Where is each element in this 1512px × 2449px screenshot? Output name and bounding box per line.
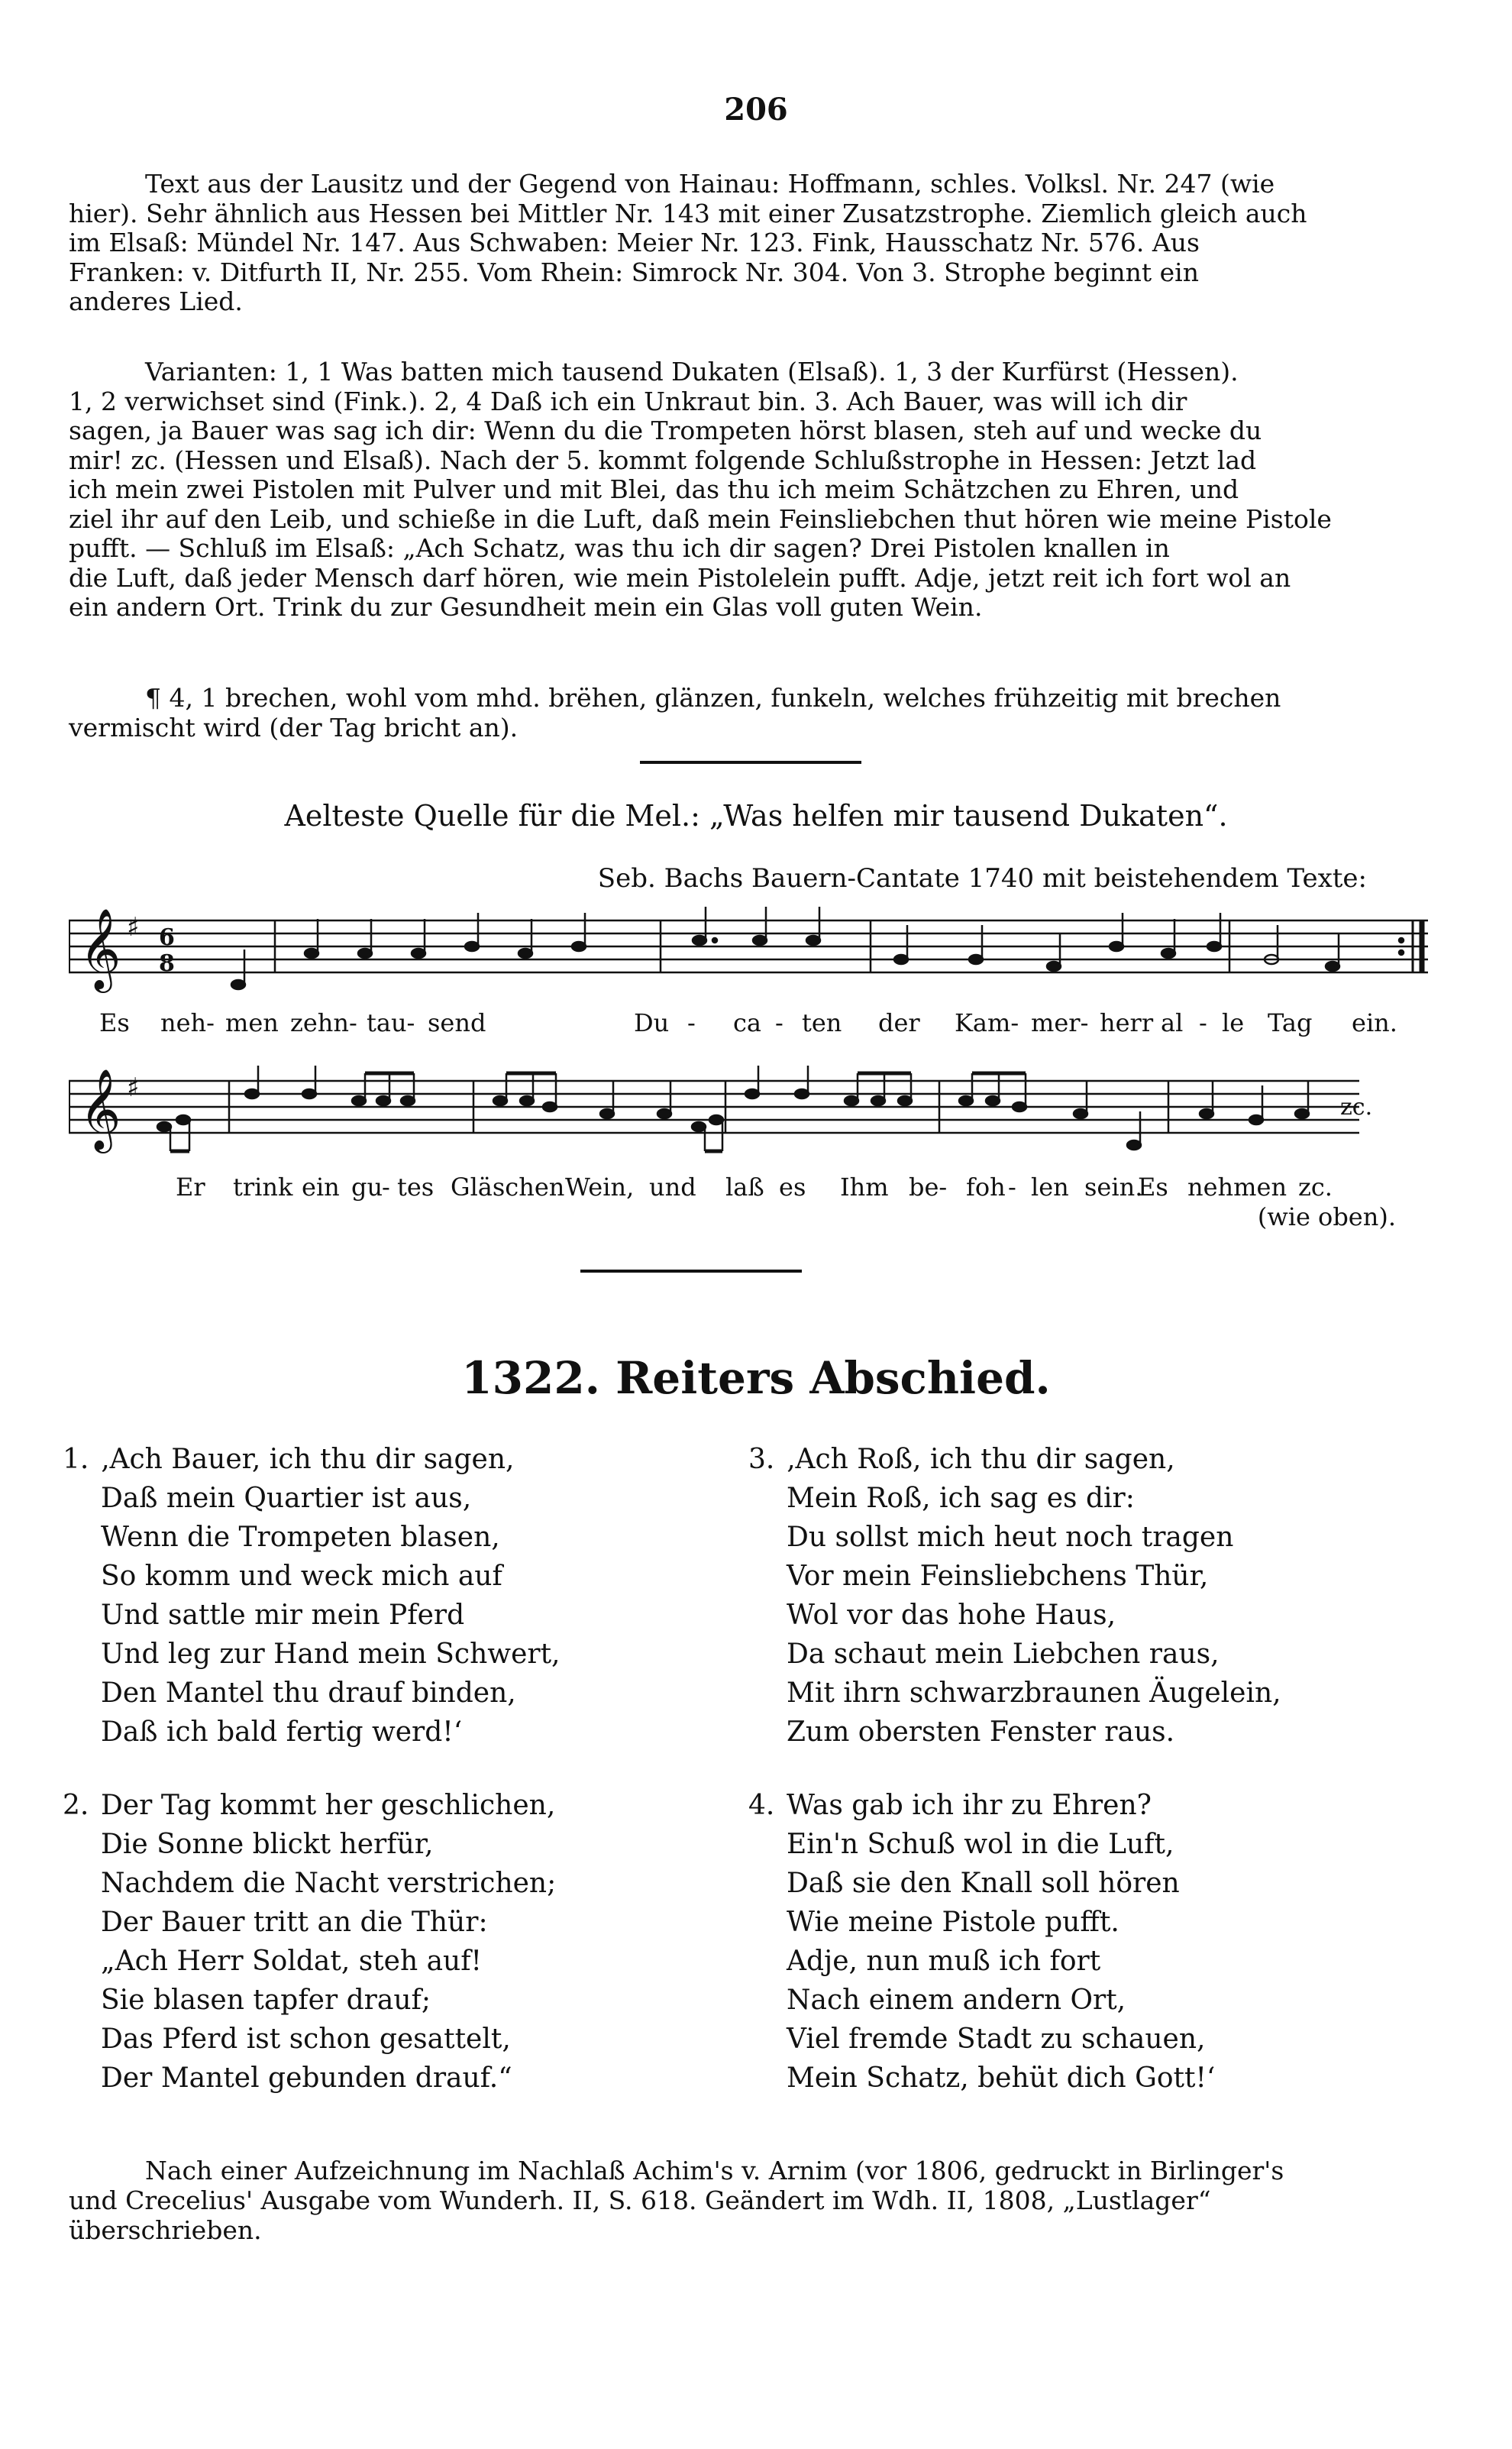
melody-title: Aelteste Quelle für die Mel.: „Was helfen mir tausend Dukaten“. [284, 799, 1228, 833]
lyric-syllable: es [779, 1173, 806, 1202]
lyric-syllable: Es [99, 1008, 130, 1037]
treble-clef-icon [79, 907, 121, 993]
lyric-syllable: Kam- [955, 1008, 1019, 1037]
verse-line: Das Pferd ist schon gesattelt, [101, 2024, 511, 2055]
verse-line: Du sollst mich heut noch tragen [787, 1522, 1234, 1553]
note-line: vermischt wird (der Tag bricht an). [69, 712, 519, 742]
variants-line: sagen, ja Bauer was sag ich dir: Wenn du die Trompeten hörst blasen, steh auf und wecke du [69, 416, 1262, 445]
lyric-syllable: mer- [1031, 1008, 1089, 1037]
lyric-syllable: ein. [1352, 1008, 1397, 1037]
lyric-syllable: und [649, 1173, 696, 1202]
verse-line: Da schaut mein Liebchen raus, [787, 1639, 1220, 1670]
verse-line: Viel fremde Stadt zu schauen, [787, 2024, 1206, 2055]
time-signature-top: 6 [159, 924, 175, 951]
staff-1-lyrics [69, 1008, 1443, 1040]
source-paragraph [69, 170, 1420, 317]
lyric-syllable: Du [634, 1008, 670, 1037]
footer-line: Nach einer Aufzeichnung im Nachlaß Achim's v. Arnim (vor 1806, gedruckt in Birlinger's [145, 2156, 1284, 2185]
lyric-syllable: send [428, 1008, 486, 1037]
lyric-syllable: gu [351, 1173, 383, 1202]
verse-line: Mein Roß, ich sag es dir: [787, 1483, 1135, 1514]
page-number: 206 [724, 92, 788, 128]
verse-line: Zum obersten Fenster raus. [787, 1716, 1175, 1748]
lyric-syllable: Gläschen [451, 1173, 565, 1202]
lyric-syllable: herr [1100, 1008, 1154, 1037]
verse-line: Sie blasen tapfer drauf; [101, 1985, 431, 2016]
verse-line: Der Mantel gebunden drauf.“ [101, 2062, 512, 2094]
time-signature-bottom: 8 [159, 950, 175, 977]
verse-line: Wenn die Trompeten blasen, [101, 1522, 500, 1553]
variants-line: 1, 2 verwichset sind (Fink.). 2, 4 Daß ich ein Unkraut bin. 3. Ach Bauer, was will ich dir [69, 386, 1187, 416]
verse-line: „Ach Herr Soldat, steh auf! [101, 1946, 483, 1977]
variants-line: ein andern Ort. Trink du zur Gesundheit mein ein Glas voll guten Wein. [69, 592, 983, 622]
source-line: hier). Sehr ähnlich aus Hessen bei Mittler Nr. 143 mit einer Zusatzstrophe. Ziemlich gleich auch [69, 198, 1307, 228]
verse-line: Mein Schatz, behüt dich Gott!‘ [787, 2062, 1216, 2094]
music-staff-2 [69, 1066, 1443, 1173]
lyric-syllable: Tag [1268, 1008, 1313, 1037]
verse-line: Der Bauer tritt an die Thür: [101, 1907, 488, 1938]
staff-2-notes [157, 1066, 1309, 1151]
treble-clef-icon [79, 1068, 121, 1153]
song-heading [0, 1352, 1512, 1404]
footer-line: überschrieben. [69, 2215, 262, 2245]
key-signature-sharp: ♯ [127, 912, 140, 943]
variants-line: mir! zc. (Hessen und Elsaß). Nach der 5. kommt folgende Schlußstrophe in Hessen: Jetzt lad [69, 445, 1257, 475]
variants-line: die Luft, daß jeder Mensch darf hören, wie mein Pistolelein pufft. Adje, jetzt reit ich fort wol an [69, 562, 1291, 593]
lyric-syllable: len [1031, 1173, 1069, 1202]
note-line: ¶ 4, 1 brechen, wohl vom mhd. brëhen, glänzen, funkeln, welches frühzeitig mit brechen [145, 683, 1281, 713]
variants-line: pufft. — Schluß im Elsaß: „Ach Schatz, was thu ich dir sagen? Drei Pistolen knallen in [69, 533, 1170, 563]
verse-line: Wie meine Pistole pufft. [787, 1907, 1119, 1938]
song-number: 1322. [461, 1352, 600, 1404]
footer-note [69, 2156, 1420, 2245]
lyric-syllable: zehn- [290, 1008, 357, 1037]
music-staff-1 [69, 905, 1443, 1005]
verse-line: Die Sonne blickt herfür, [101, 1829, 434, 1860]
lyric-syllable: - [1199, 1008, 1207, 1037]
melody-repeat-note: (wie oben). [1257, 1202, 1396, 1231]
stanza-2 [63, 1786, 735, 2107]
verse-line: Nach einem andern Ort, [787, 1985, 1126, 2016]
key-signature-sharp: ♯ [127, 1072, 140, 1103]
stanza-4 [748, 1786, 1436, 2107]
verse-line: Wol vor das hohe Haus, [787, 1600, 1116, 1631]
variants-paragraph [69, 357, 1420, 623]
lyric-syllable: Er [176, 1173, 205, 1202]
stanza-number: 1. [63, 1444, 89, 1475]
lyric-syllable: trink [233, 1173, 293, 1202]
lyric-syllable: laß [725, 1173, 764, 1202]
lyric-syllable: Wein, [565, 1173, 635, 1202]
verse-line: Ein'n Schuß wol in die Luft, [787, 1829, 1174, 1860]
verse-line: Daß sie den Knall soll hören [787, 1868, 1180, 1899]
staff-2-lyrics [69, 1173, 1443, 1205]
verse-line: Daß ich bald fertig werd!‘ [101, 1716, 463, 1748]
section-divider [580, 1270, 802, 1273]
stanza-1 [63, 1440, 735, 1761]
treble-clef-glyph: 𝄞 [79, 907, 121, 989]
lyric-syllable: sein. [1084, 1173, 1143, 1202]
source-line: anderes Lied. [69, 286, 243, 316]
source-line: Text aus der Lausitz und der Gegend von Hainau: Hoffmann, schles. Volksl. Nr. 247 (wie [145, 169, 1275, 199]
verse-line: Was gab ich ihr zu Ehren? [787, 1790, 1152, 1821]
footer-line: und Crecelius' Ausgabe vom Wunderh. II, S. 618. Geändert im Wdh. II, 1808, „Lustlager“ [69, 2185, 1211, 2215]
lyric-syllable: men [225, 1008, 279, 1037]
lyric-syllable: - [775, 1008, 783, 1037]
verse-line: Den Mantel thu drauf binden, [101, 1677, 516, 1709]
verse-line: Der Tag kommt her geschlichen, [101, 1790, 556, 1821]
lyric-syllable: neh- [160, 1008, 215, 1037]
lyric-syllable: zc. [1298, 1173, 1333, 1202]
note-paragraph [69, 684, 1420, 742]
lyric-syllable: al [1161, 1008, 1184, 1037]
lyric-syllable: le [1222, 1008, 1245, 1037]
verse-line: Und leg zur Hand mein Schwert, [101, 1639, 561, 1670]
verse-line: Vor mein Feinsliebchens Thür, [787, 1561, 1209, 1592]
staff-2-continuation: zc. [1340, 1094, 1373, 1121]
verse-line: So komm und weck mich auf [101, 1561, 502, 1592]
lyric-syllable: tes [397, 1173, 435, 1202]
lyric-syllable: der [878, 1008, 920, 1037]
lyric-syllable: - [687, 1008, 696, 1037]
stanza-3 [748, 1440, 1436, 1761]
lyric-syllable: be- [909, 1173, 948, 1202]
stanza-number: 4. [748, 1790, 775, 1821]
lyric-syllable: - [382, 1173, 390, 1202]
section-divider [640, 761, 861, 764]
lyric-syllable: ein [302, 1173, 340, 1202]
source-line: Franken: v. Ditfurth II, Nr. 255. Vom Rhein: Simrock Nr. 304. Von 3. Strophe beginnt ein [69, 257, 1199, 287]
verse-line: Und sattle mir mein Pferd [101, 1600, 465, 1631]
lyric-syllable: - [1008, 1173, 1016, 1202]
verse-line: Nachdem die Nacht verstrichen; [101, 1868, 557, 1899]
lyric-syllable: tau- [367, 1008, 415, 1037]
verse-line: ‚Ach Roß, ich thu dir sagen, [787, 1444, 1175, 1475]
variants-line: ich mein zwei Pistolen mit Pulver und mit Blei, das thu ich meim Schätzchen zu Ehren, und [69, 474, 1239, 504]
verse-line: Adje, nun muß ich fort [787, 1946, 1101, 1977]
source-line: im Elsaß: Mündel Nr. 147. Aus Schwaben: Meier Nr. 123. Fink, Hausschatz Nr. 576. Aus [69, 228, 1200, 257]
verse-line: Daß mein Quartier ist aus, [101, 1483, 472, 1514]
lyric-syllable: nehmen [1187, 1173, 1287, 1202]
variants-line: Varianten: 1, 1 Was batten mich tausend Dukaten (Elsaß). 1, 3 der Kurfürst (Hessen). [145, 357, 1239, 387]
lyric-syllable: foh [966, 1173, 1006, 1202]
variants-line: ziel ihr auf den Leib, und schieße in die Luft, daß mein Feinsliebchen thut hören wie meine Pistole [69, 503, 1332, 534]
lyric-syllable: ten [802, 1008, 842, 1037]
lyric-syllable: ca [733, 1008, 761, 1037]
stanza-number: 2. [63, 1790, 89, 1821]
treble-clef-glyph: 𝄞 [79, 1068, 121, 1150]
lyric-syllable: Ihm [840, 1173, 889, 1202]
song-title: Reiters Abschied. [615, 1352, 1051, 1404]
staff-1-notes [231, 907, 1404, 989]
time-signature [159, 924, 175, 977]
stanza-number: 3. [748, 1444, 775, 1475]
verse-line: Mit ihrn schwarzbraunen Äugelein, [787, 1677, 1281, 1709]
verse-line: ‚Ach Bauer, ich thu dir sagen, [101, 1444, 515, 1475]
lyric-syllable: Es [1138, 1173, 1168, 1202]
melody-source: Seb. Bachs Bauern-Cantate 1740 mit beistehendem Texte: [597, 863, 1367, 894]
